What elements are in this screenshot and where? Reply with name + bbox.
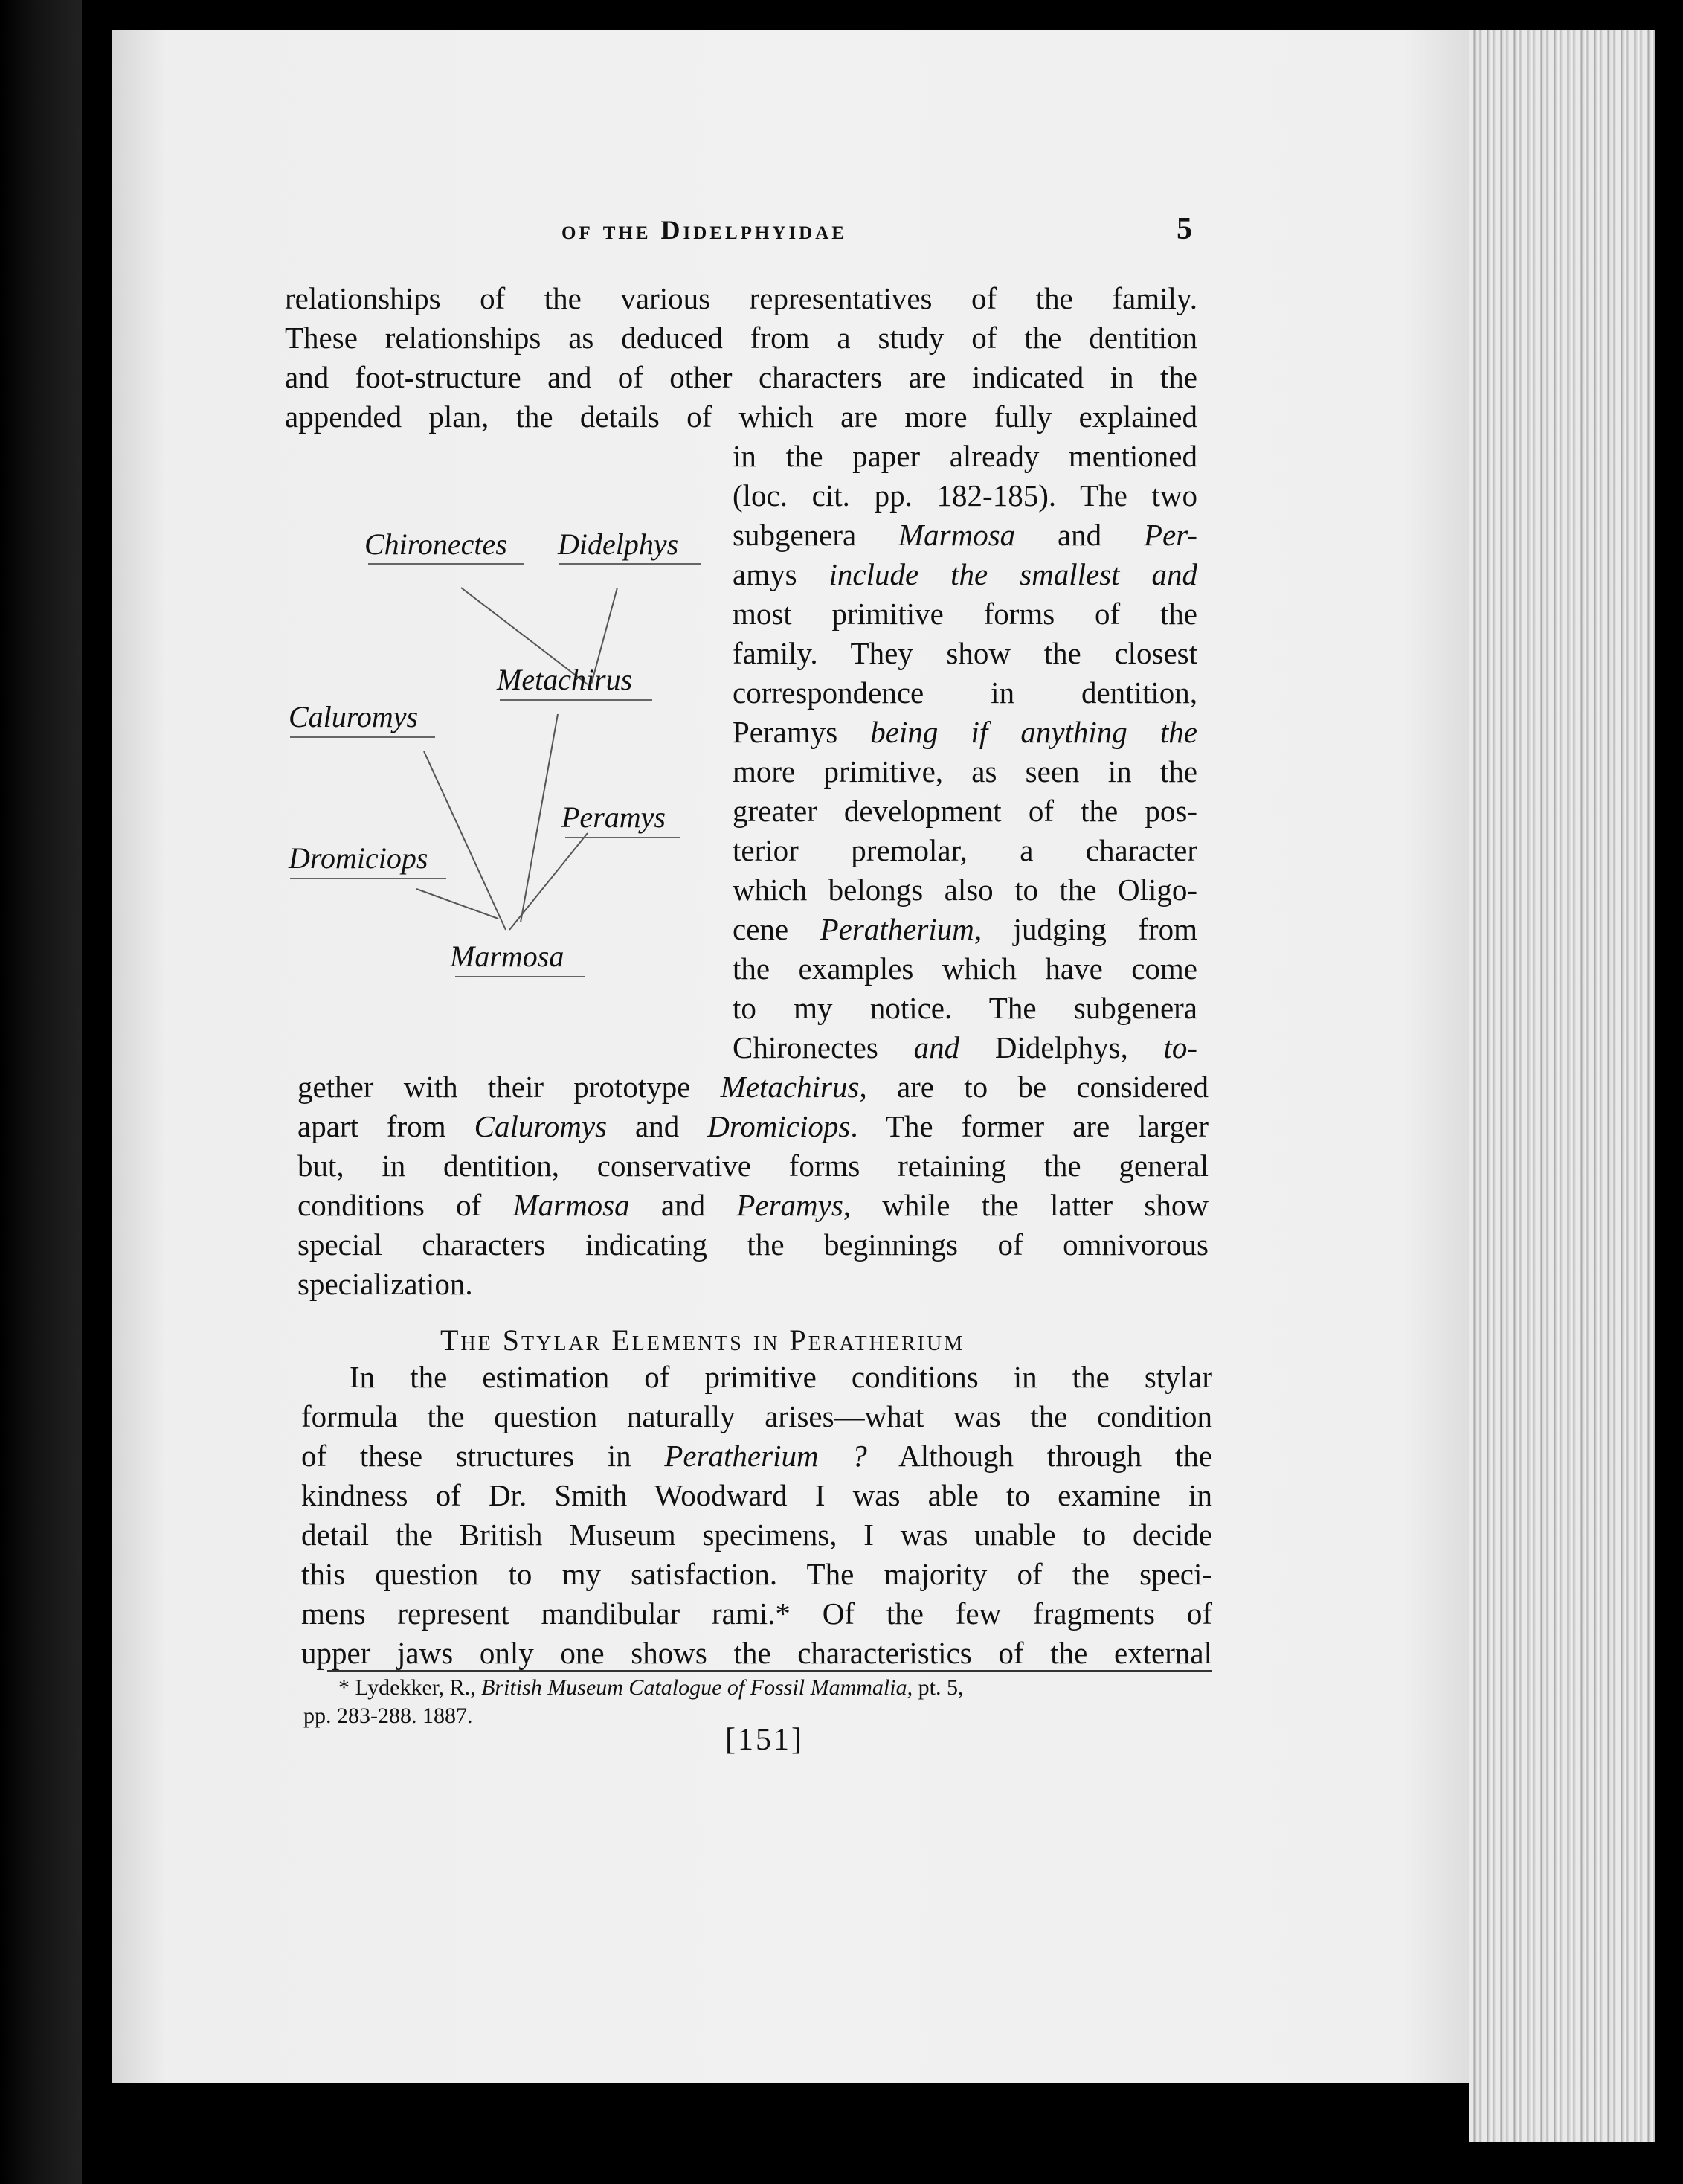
label-dromiciops: Dromiciops xyxy=(289,841,428,875)
text-segment: of these structures in xyxy=(301,1439,665,1473)
text-segment: amys xyxy=(733,557,797,591)
italic-term: , to- xyxy=(1120,1030,1198,1064)
text-line: to my notice. The subgenera xyxy=(733,991,1197,1025)
text-segment: subgenera xyxy=(733,518,898,552)
page-number: [151] xyxy=(725,1723,804,1757)
folio-number: 5 xyxy=(1177,212,1192,246)
text-line xyxy=(297,1107,1209,1146)
text-line xyxy=(733,713,1197,752)
page-edge-shadow xyxy=(1655,30,1683,2184)
text-segment: , while the latter show xyxy=(843,1188,1209,1222)
underline-caluromys xyxy=(290,736,435,738)
footnote-part: pt. 5, xyxy=(913,1675,964,1700)
text-segment: Didelphys xyxy=(994,1030,1121,1064)
text-line: greater development of the pos- xyxy=(733,794,1197,828)
text-line xyxy=(733,516,1197,555)
text-line: which belongs also to the Oligo- xyxy=(733,873,1197,907)
italic-term: Dromiciops xyxy=(707,1109,851,1143)
text-line: mens represent mandibular rami.* Of the few fragments of xyxy=(301,1596,1212,1631)
italic-term: Per- xyxy=(1143,518,1197,552)
italic-term: Caluromys xyxy=(474,1109,608,1143)
text-segment: apart from xyxy=(297,1109,474,1143)
label-marmosa: Marmosa xyxy=(450,940,564,973)
text-segment: cene xyxy=(733,912,820,946)
italic-term: Peramys xyxy=(736,1188,843,1222)
text-line: in the paper already mentioned xyxy=(733,439,1197,473)
italic-term: Metachirus xyxy=(720,1070,860,1104)
label-caluromys: Caluromys xyxy=(289,700,419,733)
underline-chironectes xyxy=(368,563,524,565)
text-line xyxy=(297,1067,1209,1107)
text-line: relationships of the various representatives of the family. xyxy=(285,281,1197,315)
label-chironectes: Chironectes xyxy=(364,527,507,561)
text-segment: and xyxy=(607,1109,708,1143)
text-segment: Peramys xyxy=(733,715,838,749)
text-segment: and xyxy=(1015,518,1144,552)
text-line: and foot-structure and of other characters are indicated in the xyxy=(285,360,1197,394)
text-line: formula the question naturally arises—what was the condition xyxy=(301,1399,1212,1433)
text-segment: gether with their prototype xyxy=(297,1070,721,1104)
footnote-line-1 xyxy=(338,1674,963,1702)
text-line: appended plan, the details of which are more fully explained xyxy=(285,399,1197,434)
text-segment: Although through the xyxy=(866,1439,1212,1473)
text-line: special characters indicating the beginnings of omnivorous xyxy=(297,1227,1209,1262)
underline-peramys xyxy=(565,837,680,838)
text-line: upper jaws only one shows the characteristics of the external xyxy=(301,1636,1212,1670)
italic-term: include the smallest and xyxy=(797,557,1197,591)
text-line: most primitive forms of the xyxy=(733,597,1197,631)
branch-caluromys xyxy=(424,751,506,930)
italic-term: being if anything the xyxy=(837,715,1197,749)
running-head: of the Didelphyidae xyxy=(561,215,847,245)
italic-term: and xyxy=(878,1030,995,1064)
text-line xyxy=(301,1436,1212,1476)
label-peramys: Peramys xyxy=(561,800,666,834)
text-line: the examples which have come xyxy=(733,951,1197,986)
text-line: more primitive, as seen in the xyxy=(733,754,1197,789)
text-line: These relationships as deduced from a study of the dentition xyxy=(285,321,1197,355)
text-line xyxy=(733,910,1197,949)
text-segment: , are to be considered xyxy=(859,1070,1209,1104)
phylogeny-diagram xyxy=(283,513,699,997)
text-line xyxy=(733,1028,1197,1067)
footnote-title: British Museum Catalogue of Fossil Mammalia, xyxy=(481,1675,913,1700)
branch-dromiciops xyxy=(416,889,498,919)
italic-term: Peratherium xyxy=(820,912,974,946)
italic-term: Marmosa xyxy=(898,518,1016,552)
text-line: detail the British Museum specimens, I was unable to decide xyxy=(301,1517,1212,1552)
text-line: specialization. xyxy=(297,1267,473,1301)
footnote-author: * Lydekker, R., xyxy=(338,1675,482,1700)
text-segment: . The former are larger xyxy=(850,1109,1209,1143)
text-line: In the estimation of primitive conditions in the stylar xyxy=(350,1360,1212,1394)
text-line: this question to my satisfaction. The majority of the speci- xyxy=(301,1557,1212,1591)
branch-metachirus xyxy=(521,714,558,922)
book-left-edge xyxy=(0,0,82,2184)
text-segment: Chironectes xyxy=(733,1030,878,1064)
underline-metachirus xyxy=(500,699,652,701)
underline-marmosa xyxy=(455,976,585,977)
text-line xyxy=(297,1186,1209,1225)
text-line: kindness of Dr. Smith Woodward I was able to examine in xyxy=(301,1478,1212,1512)
branch-peramys xyxy=(509,833,588,930)
text-line: but, in dentition, conservative forms retaining the general xyxy=(297,1149,1209,1183)
section-heading: The Stylar Elements in Peratherium xyxy=(440,1323,965,1357)
text-segment: and xyxy=(629,1188,737,1222)
text-line xyxy=(733,555,1197,594)
italic-term: Peratherium ? xyxy=(664,1439,867,1473)
text-line: family. They show the closest xyxy=(733,636,1197,670)
footnote-rule xyxy=(327,1670,1212,1672)
italic-term: Marmosa xyxy=(512,1188,630,1222)
page-stack-edges xyxy=(1469,30,1655,2142)
text-segment: , judging from xyxy=(974,912,1198,946)
label-metachirus: Metachirus xyxy=(497,663,633,696)
text-line: correspondence in dentition, xyxy=(733,675,1197,710)
text-segment: conditions of xyxy=(297,1188,513,1222)
label-didelphys: Didelphys xyxy=(558,527,679,561)
text-line: (loc. cit. pp. 182-185). The two xyxy=(733,478,1197,513)
text-line: terior premolar, a character xyxy=(733,833,1197,867)
footnote-line-2: pp. 283-288. 1887. xyxy=(303,1703,473,1728)
underline-didelphys xyxy=(559,563,701,565)
underline-dromiciops xyxy=(290,878,446,879)
